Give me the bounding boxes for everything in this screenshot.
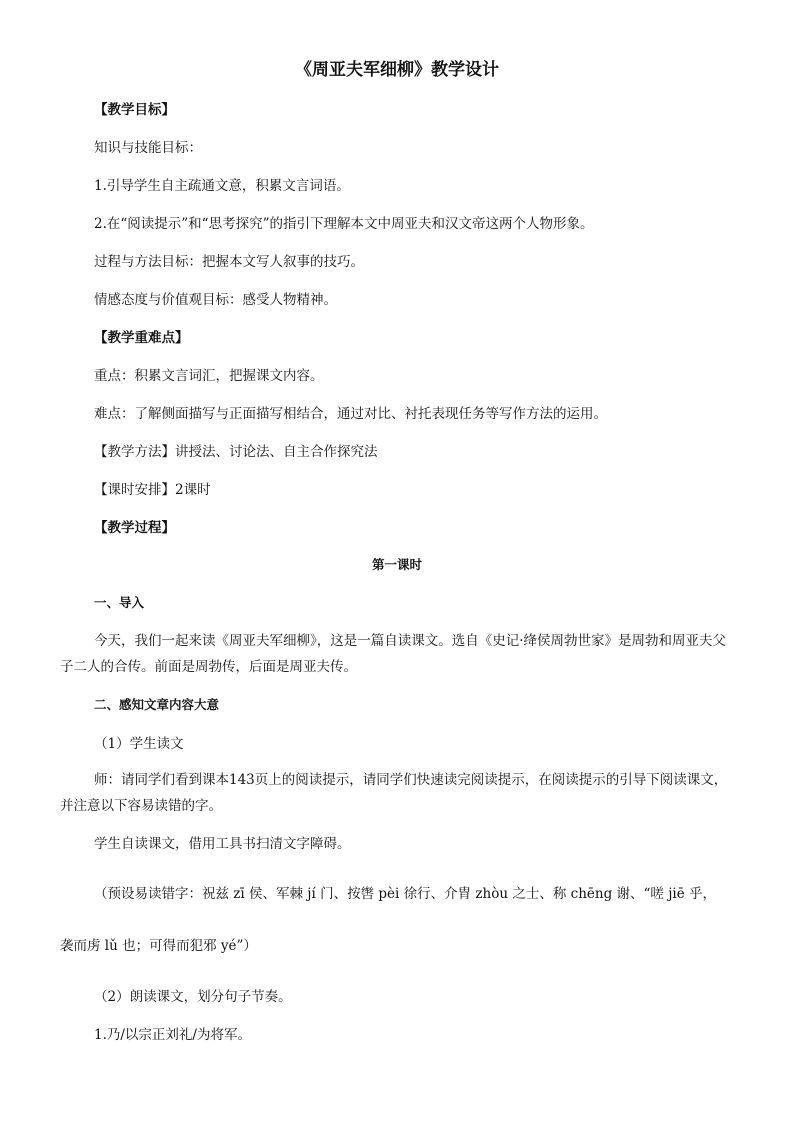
section2-heading: 二、感知文章内容大意	[94, 697, 220, 712]
goal-item-2: 2.在“阅读提示”和“思考探究”的指引下理解本文中周亚夫和汉文帝这两个人物形象。	[94, 216, 594, 232]
key-point: 重点：积累文言词汇，把握课文内容。	[94, 368, 324, 384]
heading-key-difficult: 【教学重难点】	[94, 330, 189, 346]
sub-step-2: （2）朗读课文，划分句子节奏。	[94, 989, 292, 1005]
teaching-methods: 【教学方法】讲授法、讨论法、自主合作探究法	[94, 444, 378, 460]
difficult-point: 难点：了解侧面描写与正面描写相结合，通过对比、衬托表现任务等写作方法的运用。	[94, 406, 607, 422]
teacher-instruction: 师：请同学们看到课本143页上的阅读提示，请同学们快速读完阅读提示，在阅读提示的引导下阅读课文，并注意以下容易读错的字。	[60, 772, 728, 814]
pinyin-list-line1: （预设易读错字：祝兹 zī 侯、军棘 jí 门、按辔 pèi 徐行、介胄 zhòu 之士、称 chēng 谢、“嗟 jiē 乎，	[94, 886, 716, 902]
knowledge-goals-label: 知识与技能目标：	[94, 140, 202, 156]
heading-teaching-goals: 【教学目标】	[94, 102, 175, 118]
lesson-heading: 第一课时	[371, 557, 422, 572]
section1-paragraph: 今天，我们一起来读《周亚夫军细柳》，这是一篇自读课文。选自《史记·绛侯周勃世家》是周勃和周亚夫父子二人的合传。前面是周勃传，后面是周亚夫传。	[60, 633, 727, 675]
heading-teaching-process: 【教学过程】	[94, 520, 175, 536]
goal-item-1: 1.引导学生自主疏通文意，积累文言词语。	[94, 178, 350, 194]
sub-step-1: （1）学生读文	[94, 736, 184, 752]
process-method-goals: 过程与方法目标：把握本文写人叙事的技巧。	[94, 254, 364, 270]
rhythm-item-1: 1.乃/以宗正刘礼/为将军。	[94, 1027, 251, 1043]
student-activity: 学生自读课文，借用工具书扫清文字障碍。	[94, 836, 351, 852]
emotion-value-goals: 情感态度与价值观目标：感受人物精神。	[94, 292, 337, 308]
document-title: 《周亚夫军细柳》教学设计	[295, 60, 499, 80]
pinyin-list-line2: 袭而虏 lǔ 也；可得而犯邪 yé”）	[60, 938, 257, 954]
section1-heading: 一、导入	[94, 595, 145, 610]
class-hours: 【课时安排】2课时	[94, 482, 211, 498]
